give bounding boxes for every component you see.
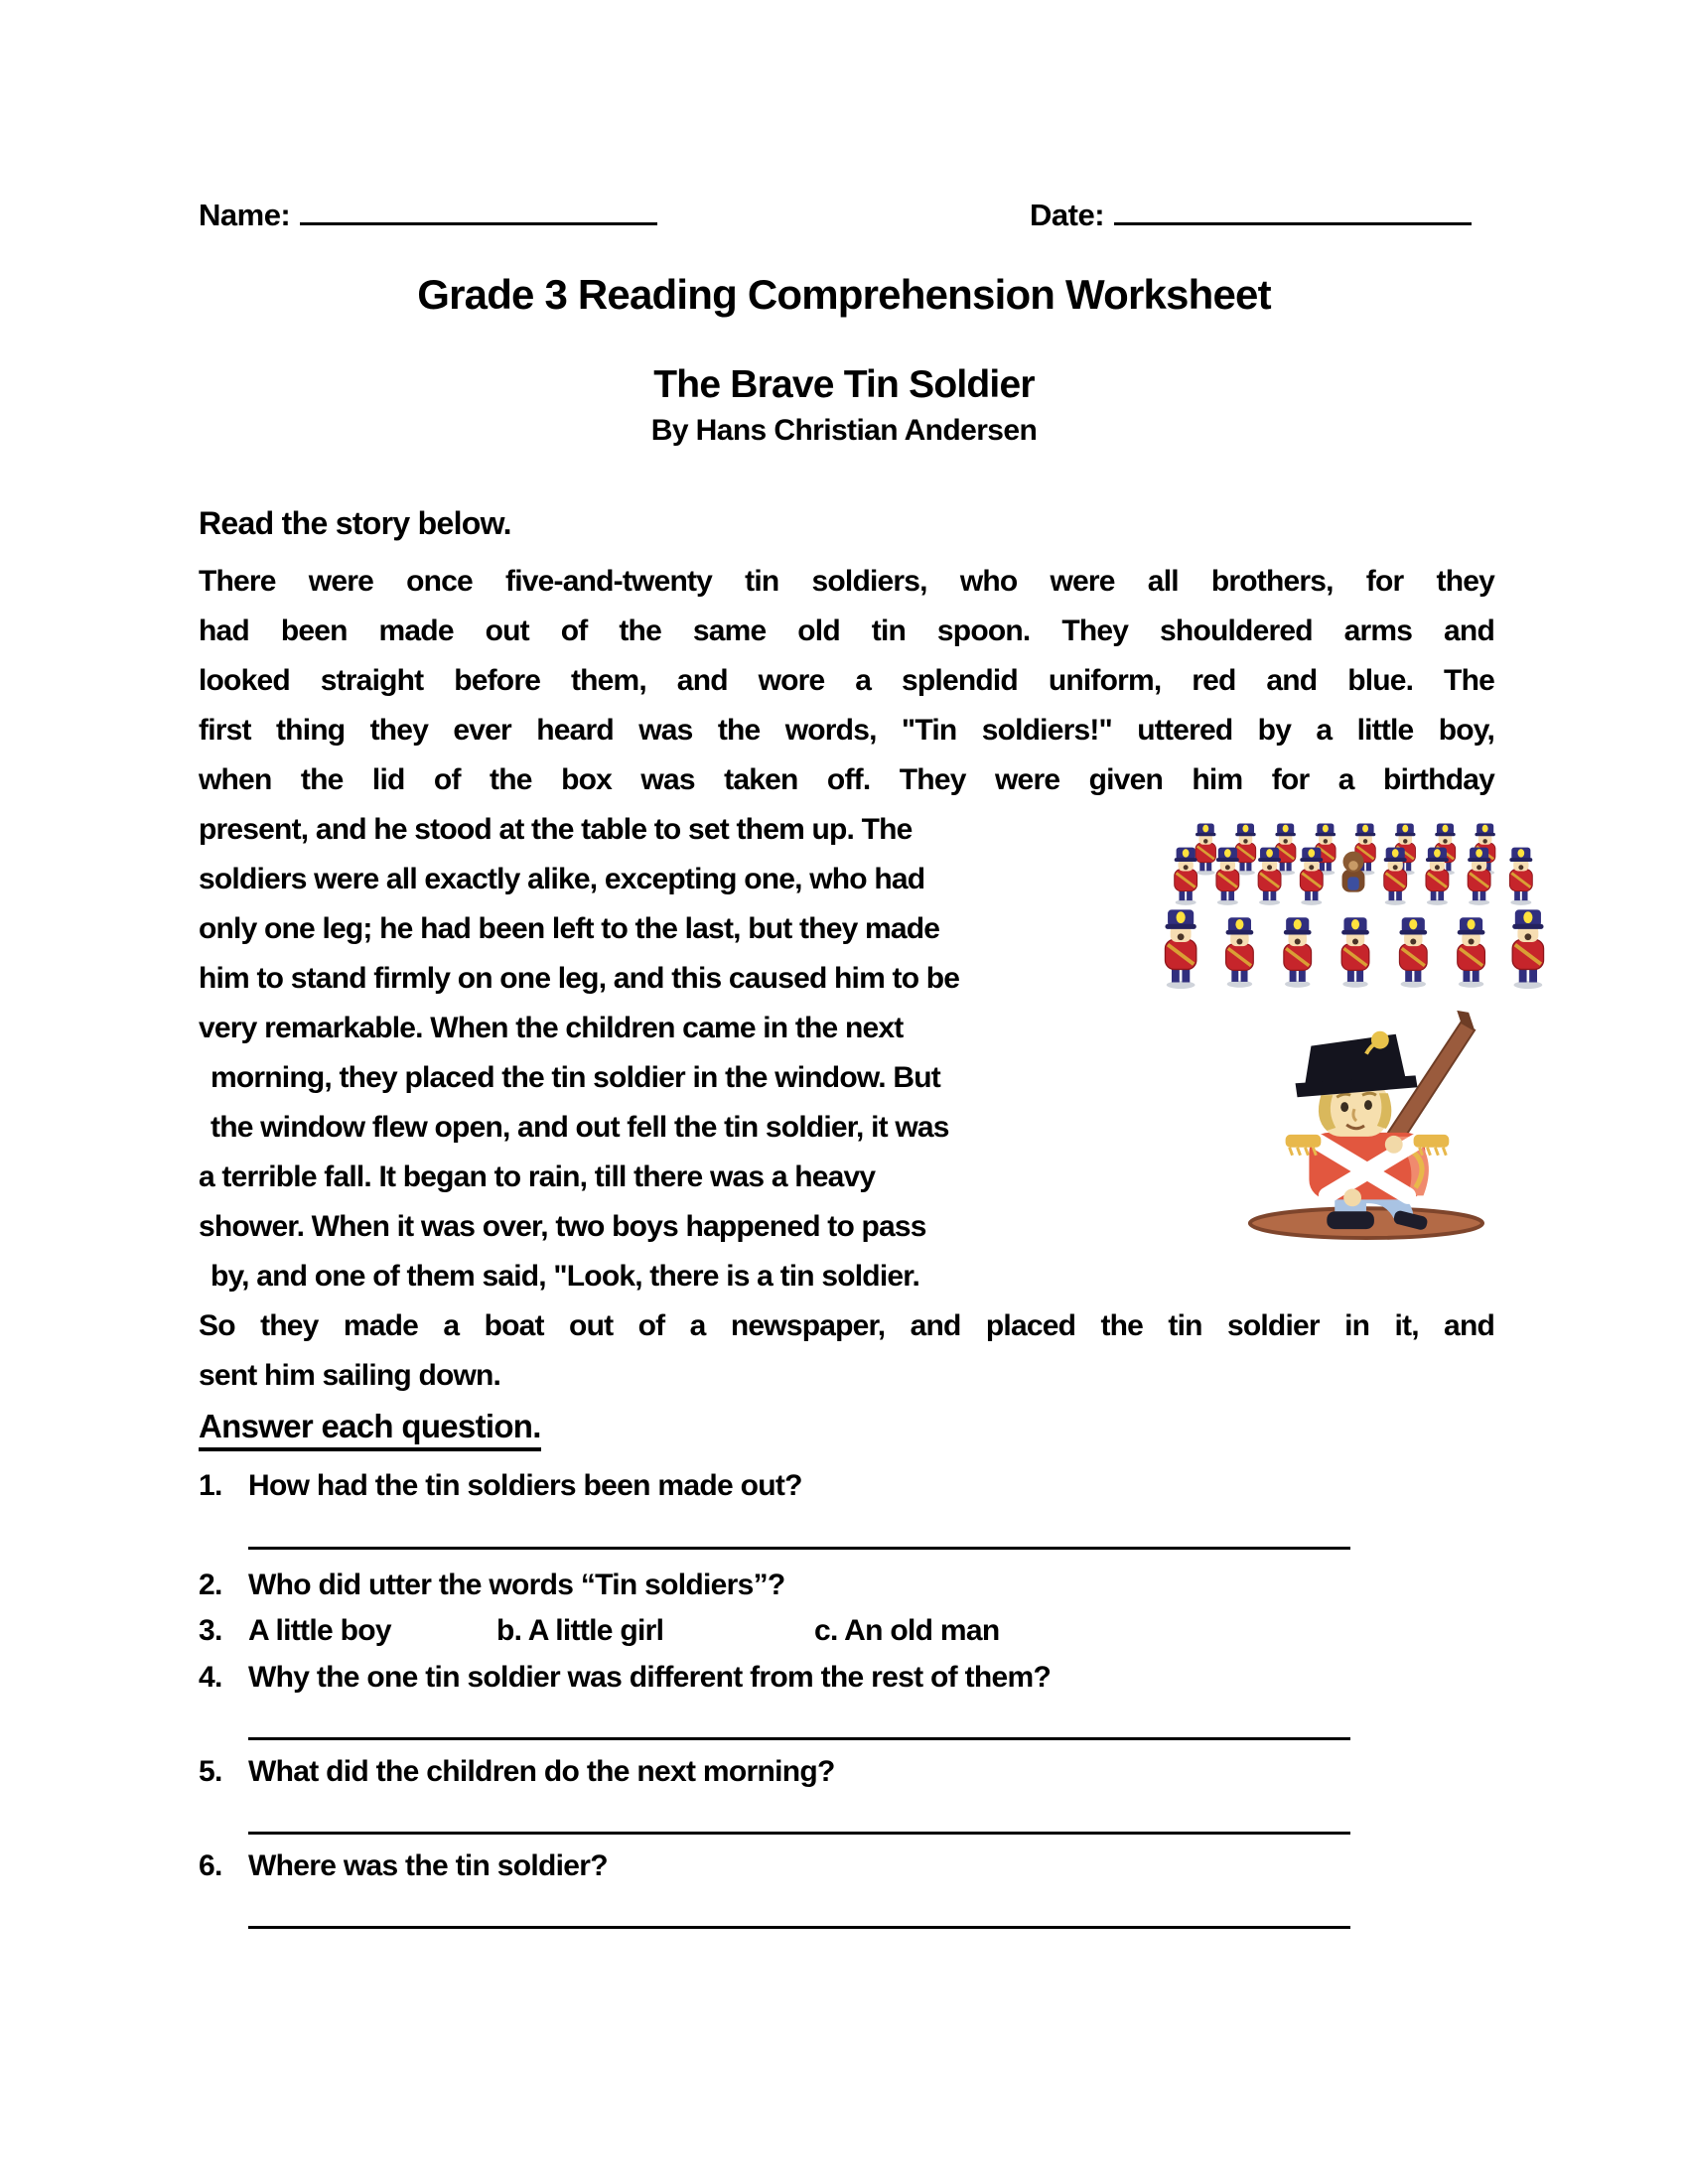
answer-line-3[interactable]: [248, 1804, 1350, 1835]
story-line: There were once five-and-twenty tin soldiers, who were all brothers, for they: [199, 565, 1494, 598]
answer-line-2[interactable]: [248, 1709, 1350, 1740]
answer-line-1[interactable]: [248, 1519, 1350, 1550]
story-line: very remarkable. When the children came in the next: [199, 1012, 904, 1044]
date-label: Date:: [1030, 198, 1105, 232]
question-number: 3.: [199, 1614, 222, 1647]
story-line: sent him sailing down.: [199, 1359, 501, 1392]
question-2: [199, 1563, 785, 1608]
name-label: Name:: [199, 198, 291, 232]
option-c: c. An old man: [814, 1614, 1000, 1647]
story-title: The Brave Tin Soldier: [653, 363, 1035, 406]
story-line: present, and he stood at the table to set them up. The: [199, 813, 913, 846]
question-number: 6.: [199, 1849, 222, 1882]
date-blank-line[interactable]: [1114, 191, 1472, 225]
question-number: 4.: [199, 1661, 222, 1694]
story-line: morning, they placed the tin soldier in the window. But: [211, 1061, 940, 1094]
question-text: How had the tin soldiers been made out?: [248, 1469, 802, 1502]
story-line: soldiers were all exactly alike, excepting one, who had: [199, 863, 925, 895]
tin-soldier-with-rifle-illustration: [1217, 999, 1509, 1245]
option-b: b. A little girl: [496, 1614, 664, 1647]
tin-soldiers-group-icon: [1155, 820, 1554, 991]
story-line: only one leg; he had been left to the last, but they made: [199, 912, 940, 945]
questions-heading-text: Answer each question.: [199, 1408, 541, 1451]
question-text: Where was the tin soldier?: [248, 1849, 608, 1882]
story-line: shower. When it was over, two boys happened to pass: [199, 1210, 926, 1243]
story-instruction: Read the story below.: [199, 505, 511, 541]
question-3-options: [199, 1608, 999, 1654]
story-line: the window flew open, and out fell the tin soldier, it was: [211, 1111, 949, 1144]
story-line: looked straight before them, and wore a splendid uniform, red and blue. The: [199, 664, 1494, 697]
question-1: [199, 1463, 802, 1509]
question-4: [199, 1655, 1051, 1701]
question-5: [199, 1749, 835, 1795]
option-a: A little boy: [248, 1614, 391, 1647]
story-line: a terrible fall. It began to rain, till there was a heavy: [199, 1160, 876, 1193]
question-number: 2.: [199, 1569, 222, 1601]
page-title: Grade 3 Reading Comprehension Worksheet: [417, 271, 1271, 318]
story-line: by, and one of them said, "Look, there is a tin soldier.: [211, 1260, 920, 1293]
story-line: him to stand firmly on one leg, and this caused him to be: [199, 962, 960, 995]
story-line: first thing they ever heard was the words, "Tin soldiers!" uttered by a little boy,: [199, 714, 1494, 747]
name-field: [199, 191, 657, 233]
story-line: had been made out of the same old tin spoon. They shouldered arms and: [199, 614, 1494, 647]
question-6: [199, 1843, 608, 1889]
story-byline: By Hans Christian Andersen: [650, 414, 1038, 447]
story-line: when the lid of the box was taken off. They were given him for a birthday: [199, 763, 1494, 796]
question-text: Who did utter the words “Tin soldiers”?: [248, 1569, 785, 1601]
question-text: Why the one tin soldier was different from the rest of them?: [248, 1661, 1052, 1694]
story-line: So they made a boat out of a newspaper, and placed the tin soldier in it, and: [199, 1309, 1494, 1342]
date-field: [1030, 191, 1472, 233]
name-blank-line[interactable]: [300, 191, 657, 225]
question-number: 1.: [199, 1469, 222, 1502]
questions-heading: [199, 1404, 541, 1449]
question-text: What did the children do the next morning?: [248, 1755, 835, 1788]
tin-soldiers-group-illustration: [1155, 820, 1554, 991]
answer-line-4[interactable]: [248, 1898, 1350, 1929]
question-number: 5.: [199, 1755, 222, 1788]
tin-soldier-icon: [1217, 999, 1509, 1245]
